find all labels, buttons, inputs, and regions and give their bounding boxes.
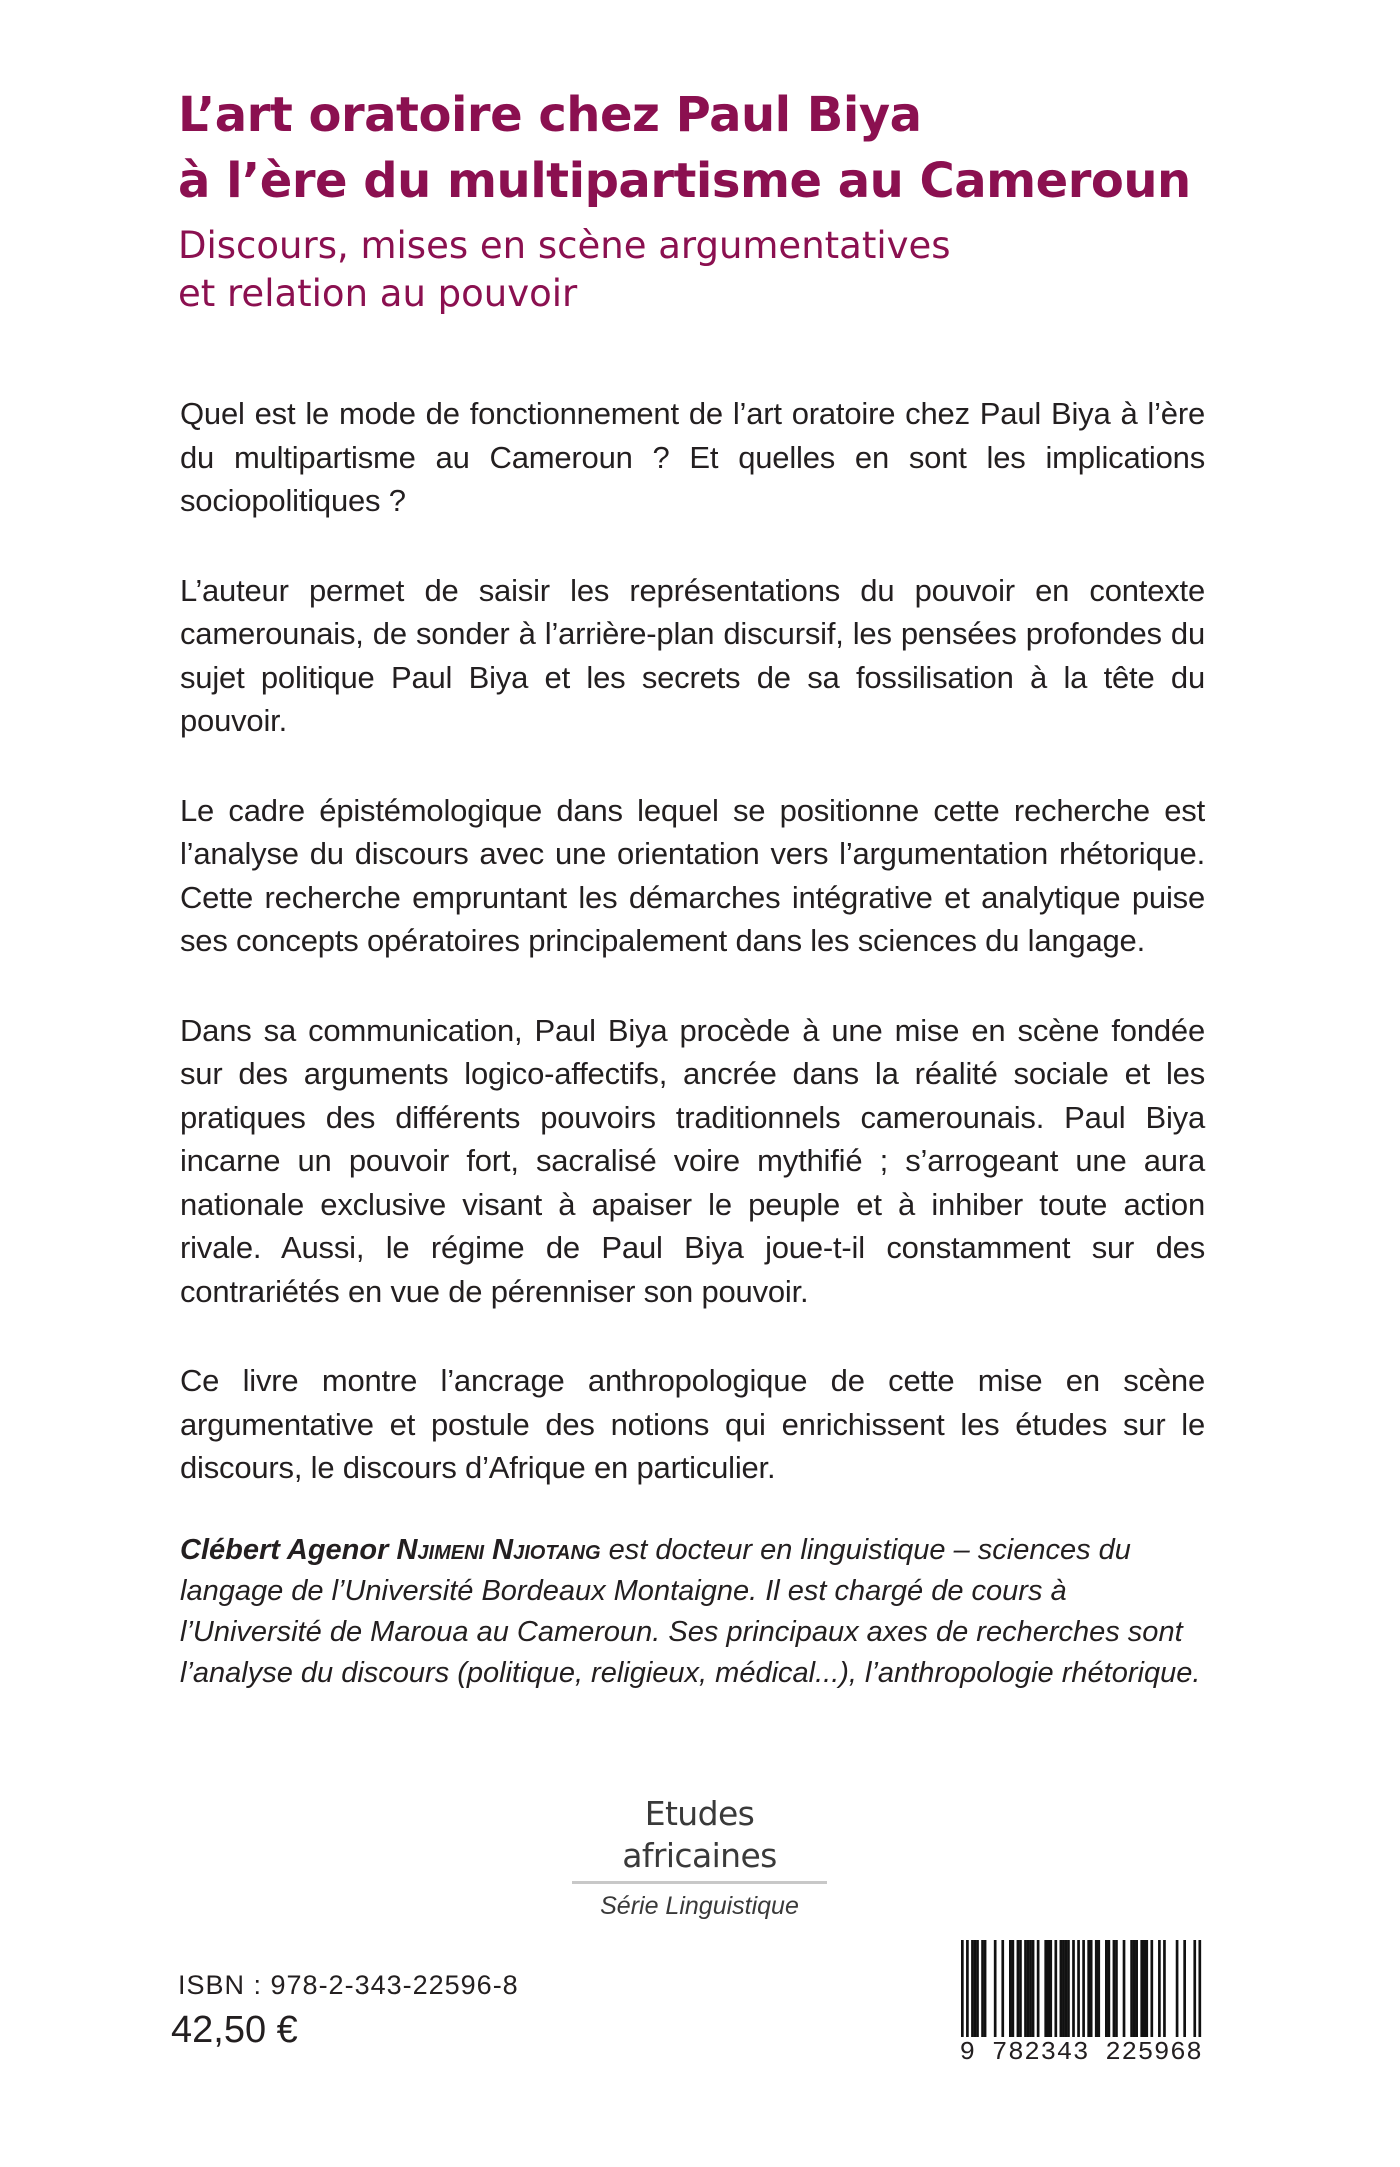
barcode-bar <box>1087 1940 1090 2038</box>
barcode-bar <box>1176 1940 1179 2038</box>
barcode-bar <box>1130 1940 1133 2038</box>
isbn-label: ISBN : 978-2-343-22596-8 <box>178 1970 519 2000</box>
barcode-bar <box>1019 1940 1022 2038</box>
barcode-bar <box>976 1940 979 2038</box>
barcode-bar <box>1054 1940 1057 2038</box>
blurb-paragraph-2: L’auteur permet de saisir les représentations du pouvoir en contexte camerounais, de sonder à l’arrière-plan discursif, les pensées profondes du sujet politique Paul Biya et les secrets de sa fossilisation à la tête du pouvoir. <box>180 572 1205 738</box>
barcode-bar <box>1049 1940 1052 2038</box>
author-name <box>180 1534 601 1566</box>
barcode-bar <box>1067 1940 1070 2038</box>
barcode-bar <box>1183 1940 1186 2038</box>
barcode-bar <box>981 1940 984 2038</box>
barcode-bar <box>1108 1940 1111 2038</box>
barcode-bar <box>1097 1940 1100 2038</box>
book-title <box>178 82 1278 214</box>
subtitle-line-2: et relation au pouvoir <box>178 272 578 315</box>
blurb-paragraph-3: Le cadre épistémologique dans lequel se positionne cette recherche est l’analyse du discours avec une orientation vers l’argumentation rhétorique. Cette recherche empruntant les démarches intégrative et analytique puise ses concepts opératoires principalement dans les sciences du langage. <box>180 792 1205 958</box>
barcode-bar <box>994 1940 997 2038</box>
barcode-bar <box>1140 1940 1143 2038</box>
barcode-bar <box>1044 1940 1047 2038</box>
barcode-bar <box>1095 1940 1098 2038</box>
barcode-bar <box>1123 1940 1126 2038</box>
barcode-bar <box>1115 1940 1118 2038</box>
barcode-digits: 9 782343 225968 <box>957 2037 1205 2067</box>
barcode-bar <box>1037 1940 1040 2038</box>
barcode-bar <box>1090 1940 1093 2038</box>
author-bio-text: est docteur en linguistique – sciences du langage de l’Université Bordeaux Montaigne. Il est chargé de cours à l’Université de Maroua au Cameroun. Ses principaux axes de recherches sont l’analyse du discours (politique, religieux, médical...), l’anthropologie rhétorique. <box>180 1534 1201 1689</box>
price-label: 42,50 € <box>171 2009 298 2051</box>
blurb-paragraph-4: Dans sa communication, Paul Biya procède à une mise en scène fondée sur des arguments logico-affectifs, ancrée dans la réalité sociale et les pratiques des différents pouvoirs traditionnels camerounais. Paul Biya incarne un pouvoir fort, sacralisé voire mythifié ; s’arrogeant une aura nationale exclusive visant à apaiser le peuple et à inhiber toute action rivale. Aussi, le régime de Paul Biya joue-t-il constamment sur des contrariétés en vue de pérenniser son pouvoir. <box>180 1012 1205 1309</box>
book-subtitle <box>178 222 1278 318</box>
author-first-names: Clébert Agenor <box>180 1534 389 1566</box>
barcode-bar <box>1143 1940 1146 2038</box>
barcode-bar <box>1158 1940 1161 2038</box>
author-bio <box>180 1530 1205 1694</box>
barcode-bar <box>1017 1940 1020 2038</box>
blurb-paragraph-5: Ce livre montre l’ancrage anthropologique de cette mise en scène argumentative et postule des notions qui enrichissent les études sur le discours, le discours d’Afrique en particulier. <box>180 1363 1205 1485</box>
series-mark <box>572 1793 827 1926</box>
barcode-bar <box>1027 1940 1030 2038</box>
barcode-bar <box>971 1940 974 2038</box>
series-subseries: Série Linguistique <box>600 1892 799 1920</box>
barcode-bar <box>1135 1940 1138 2038</box>
subtitle-line-1: Discours, mises en scène argumentatives <box>178 224 951 267</box>
barcode-bar <box>1009 1940 1012 2038</box>
barcode-bar <box>984 1940 987 2038</box>
series-name: Etudes africaines <box>622 1794 777 1875</box>
blurb <box>180 392 1205 1536</box>
barcode-bar <box>1133 1940 1136 2038</box>
barcode-bar <box>1012 1940 1015 2038</box>
barcode-bar <box>1150 1940 1153 2038</box>
barcode-bar <box>1001 1940 1004 2038</box>
barcode-bar <box>1105 1940 1108 2038</box>
barcode-bar <box>1145 1940 1148 2038</box>
barcode-bar <box>1024 1940 1027 2038</box>
series-divider <box>572 1881 827 1884</box>
barcode-bar <box>1032 1940 1035 2038</box>
barcode-bar <box>1047 1940 1050 2038</box>
barcode-bar <box>1113 1940 1116 2038</box>
barcode-bar <box>1065 1940 1068 2038</box>
barcode-bar <box>1062 1940 1065 2038</box>
title-line-1: L’art oratoire chez Paul Biya <box>178 87 922 143</box>
barcode-bar <box>974 1940 977 2038</box>
barcode-bar <box>1163 1940 1166 2038</box>
barcode-bar <box>1060 1940 1063 2038</box>
blurb-paragraph-1: Quel est le mode de fonctionnement de l’art oratoire chez Paul Biya à l’ère du multipartisme au Cameroun ? Et quelles en sont les implications sociopolitiques ? <box>180 396 1205 518</box>
title-line-2: à l’ère du multipartisme au Cameroun <box>178 153 1191 209</box>
author-surname: Njimeni Njiotang <box>396 1534 601 1566</box>
barcode-bar <box>1072 1940 1075 2038</box>
barcode-bar <box>1029 1940 1032 2038</box>
